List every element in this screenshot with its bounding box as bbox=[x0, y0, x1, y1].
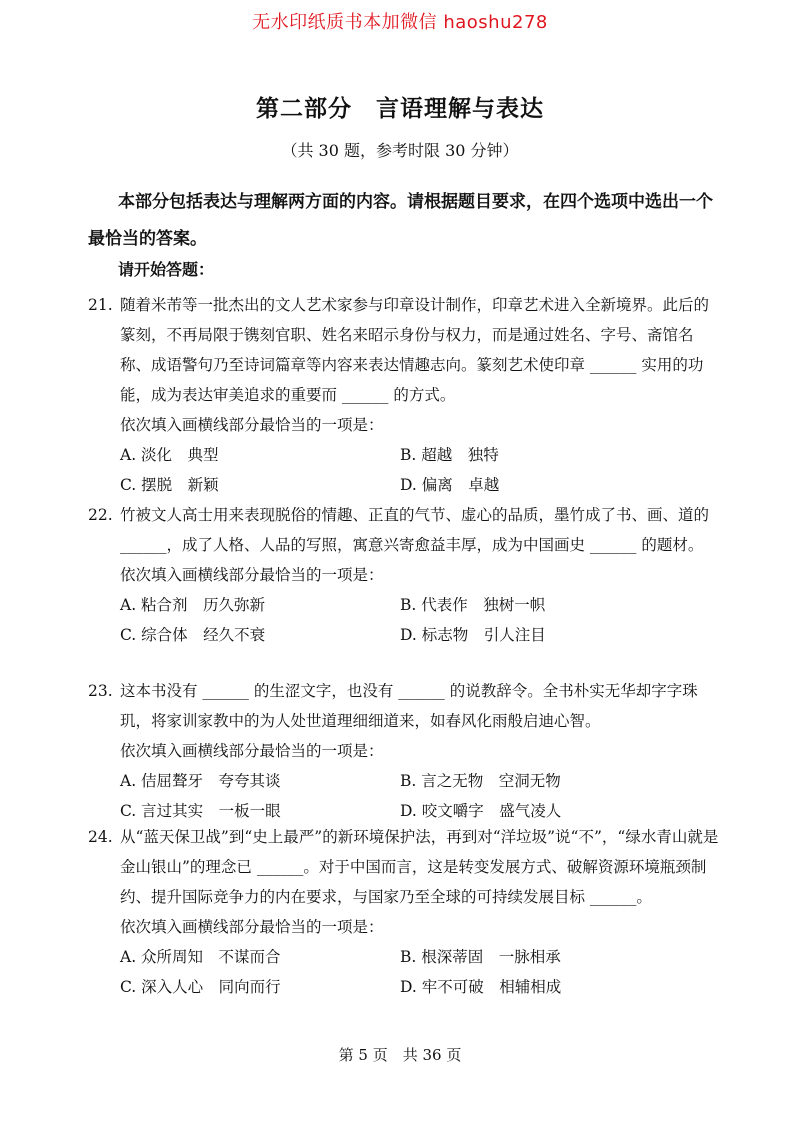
option-a[interactable]: A. 淡化 典型 bbox=[120, 446, 219, 464]
section-title: 第二部分 言语理解与表达 bbox=[256, 96, 544, 122]
option-a[interactable]: A. 众所周知 不谋而合 bbox=[120, 948, 281, 966]
question-21 bbox=[88, 290, 720, 500]
option-c[interactable]: C. 综合体 经久不衰 bbox=[120, 626, 266, 644]
question-text: 这本书没有 ______ 的生涩文字，也没有 ______ 的说教辞令。全书朴实无华却字字珠玑，将家训家教中的为人处世道理细细道来，如春风化雨般启迪心智。 bbox=[120, 682, 698, 730]
option-b[interactable]: B. 代表作 独树一帜 bbox=[400, 596, 546, 614]
section-intro: 本部分包括表达与理解两方面的内容。请根据题目要求，在四个选项中选出一个最恰当的答案。 bbox=[88, 192, 713, 249]
option-d[interactable]: D. 标志物 引人注目 bbox=[400, 626, 546, 644]
option-b[interactable]: B. 言之无物 空洞无物 bbox=[400, 772, 561, 790]
option-c[interactable]: C. 深入人心 同向而行 bbox=[120, 978, 281, 996]
option-d[interactable]: D. 偏离 卓越 bbox=[400, 476, 500, 494]
options bbox=[120, 590, 720, 650]
question-number: 22. bbox=[88, 506, 113, 524]
watermark-text: 无水印纸质书本加微信 haoshu278 bbox=[252, 12, 548, 33]
options bbox=[120, 766, 720, 826]
question-text: 竹被文人高士用来表现脱俗的情趣、正直的气节、虚心的品质，墨竹成了书、画、道的 ______，成了人格、人品的写照，寓意兴寄愈益丰厚，成为中国画史 ______ 的题材。 bbox=[120, 506, 710, 554]
question-text: 随着米芾等一批杰出的文人艺术家参与印章设计制作，印章艺术进入全新境界。此后的篆刻，不再局限于镌刻官职、姓名来昭示身份与权力，而是通过姓名、字号、斋馆名称、成语警句乃至诗词篇章等内容来表达情趣志向。篆刻艺术使印章 ______ 实用的功能，成为表达审美追求的重要而 ______ 的方式。 bbox=[120, 296, 710, 404]
question-stem: 依次填入画横线部分最恰当的一项是： bbox=[120, 566, 384, 584]
option-d[interactable]: D. 牢不可破 相辅相成 bbox=[400, 978, 562, 996]
question-stem: 依次填入画横线部分最恰当的一项是： bbox=[120, 918, 384, 936]
option-b[interactable]: B. 超越 独特 bbox=[400, 446, 499, 464]
question-number: 21. bbox=[88, 296, 113, 314]
question-23 bbox=[88, 676, 720, 826]
question-stem: 依次填入画横线部分最恰当的一项是： bbox=[120, 416, 384, 434]
option-d[interactable]: D. 咬文嚼字 盛气凌人 bbox=[400, 802, 562, 820]
options bbox=[120, 942, 720, 1002]
question-number: 23. bbox=[88, 682, 113, 700]
option-b[interactable]: B. 根深蒂固 一脉相承 bbox=[400, 948, 561, 966]
start-prompt: 请开始答题： bbox=[118, 260, 215, 279]
section-note: （共 30 题，参考时限 30 分钟） bbox=[281, 141, 519, 160]
option-c[interactable]: C. 摆脱 新颖 bbox=[120, 476, 219, 494]
page-footer: 第 5 页 共 36 页 bbox=[338, 1046, 462, 1064]
question-number: 24. bbox=[88, 828, 113, 846]
question-24 bbox=[88, 822, 720, 1002]
option-a[interactable]: A. 粘合剂 历久弥新 bbox=[120, 596, 266, 614]
question-stem: 依次填入画横线部分最恰当的一项是： bbox=[120, 742, 384, 760]
question-22 bbox=[88, 500, 720, 650]
option-c[interactable]: C. 言过其实 一板一眼 bbox=[120, 802, 281, 820]
question-text: 从“蓝天保卫战”到“史上最严”的新环境保护法，再到对“洋垃圾”说“不”，“绿水青山就是金山银山”的理念已 ______。对于中国而言，这是转变发展方式、破解资源环境瓶颈制约、提升国际竞争力的内在要求，与国家乃至全球的可持续发展目标 ______。 bbox=[120, 828, 719, 906]
options bbox=[120, 440, 720, 500]
option-a[interactable]: A. 佶屈聱牙 夸夸其谈 bbox=[120, 772, 281, 790]
